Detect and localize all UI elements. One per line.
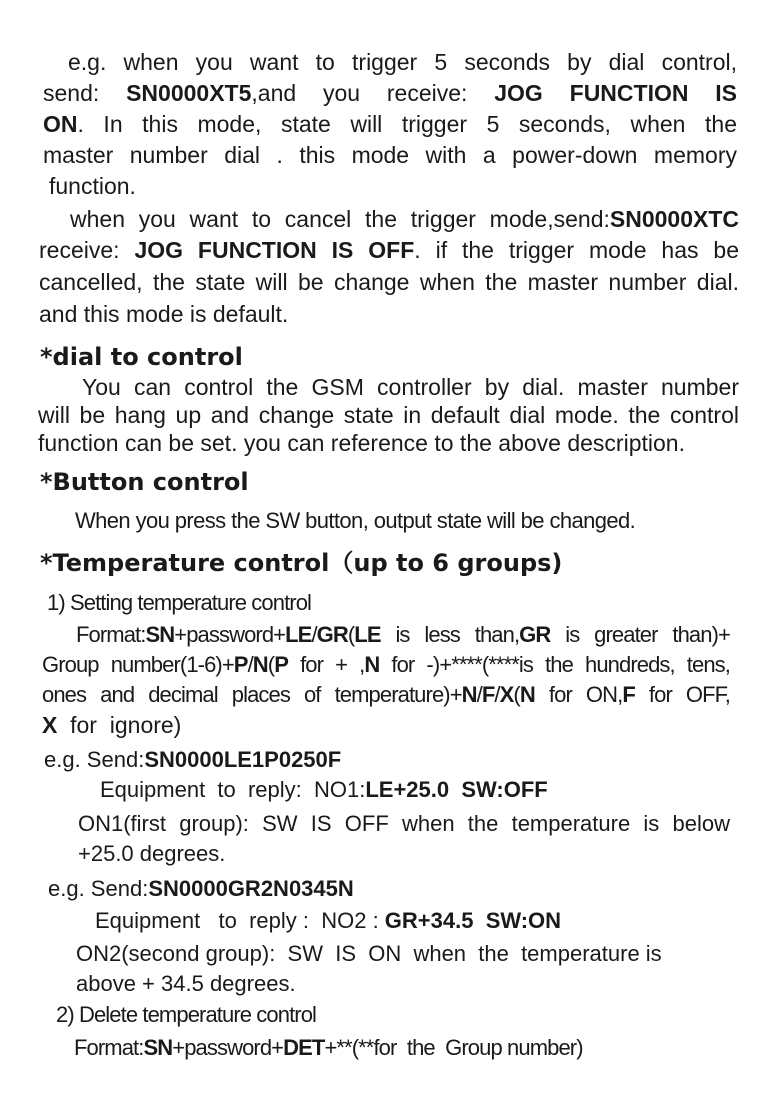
text-line: X for ignore) xyxy=(42,712,182,738)
subsection-title: 2) Delete temperature control xyxy=(56,1002,317,1027)
example-send: e.g. Send:SN0000LE1P0250F xyxy=(44,747,342,772)
text-line: Format:SN+password+LE/GR(LE is less than,GR is greater than)+ xyxy=(76,622,730,647)
section-heading: *Temperature control（up to 6 groups) xyxy=(40,549,563,577)
text-line: function can be set. you can reference to the above description. xyxy=(38,430,685,456)
subsection-title: 1) Setting temperature control xyxy=(47,590,312,615)
text-line: when you want to cancel the trigger mode,send:SN0000XTC xyxy=(70,206,739,232)
reply-text: LE+25.0 SW:OFF xyxy=(365,777,548,802)
text-line: function. xyxy=(49,173,136,199)
text-line: ON. In this mode, state will trigger 5 seconds, when the xyxy=(43,111,737,137)
text-line: ON1(first group): SW IS OFF when the temperature is below xyxy=(78,811,730,836)
text-line: cancelled, the state will be change when the master number dial. xyxy=(39,269,739,295)
text-line: When you press the SW button, output state will be changed. xyxy=(75,508,636,533)
command-code: SN0000XTC xyxy=(609,206,739,232)
text-line: Format:SN+password+DET+**(**for the Group number) xyxy=(74,1035,583,1060)
text-line: and this mode is default. xyxy=(39,301,289,327)
text-line: +25.0 degrees. xyxy=(78,841,226,866)
reply-text: JOG FUNCTION IS xyxy=(494,80,738,106)
section-heading: *dial to control xyxy=(40,343,243,371)
text-line: master number dial . this mode with a power-down memory xyxy=(43,142,737,168)
example-reply: Equipment to reply : NO2 : GR+34.5 SW:ON xyxy=(95,908,562,933)
text-line: ones and decimal places of temperature)+N/F/X(N for ON,F for OFF, xyxy=(42,682,730,707)
text-line: e.g. when you want to trigger 5 seconds by dial control, xyxy=(68,49,737,75)
reply-text: GR+34.5 SW:ON xyxy=(384,908,562,933)
text-line: receive: JOG FUNCTION IS OFF. if the trigger mode has be xyxy=(39,237,739,263)
text-line: above + 34.5 degrees. xyxy=(76,971,296,996)
section-heading: *Button control xyxy=(40,468,249,496)
text-line: ON2(second group): SW IS ON when the temperature is xyxy=(76,941,662,966)
command-code: SN0000XT5 xyxy=(126,80,252,106)
example-reply: Equipment to reply: NO1:LE+25.0 SW:OFF xyxy=(100,777,548,802)
text-line: Group number(1-6)+P/N(P for + ,N for -)+****(****is the hundreds, tens, xyxy=(42,652,730,677)
command-code: SN0000GR2N0345N xyxy=(148,876,354,901)
text-line: send: SN0000XT5,and you receive: JOG FUNCTION IS xyxy=(43,80,738,106)
text-line: will be hang up and change state in default dial mode. the control xyxy=(38,402,739,428)
reply-text: JOG FUNCTION IS OFF xyxy=(134,237,415,263)
example-send: e.g. Send:SN0000GR2N0345N xyxy=(48,876,354,901)
command-code: SN0000LE1P0250F xyxy=(144,747,342,772)
text-line: You can control the GSM controller by dial. master number xyxy=(82,374,739,400)
